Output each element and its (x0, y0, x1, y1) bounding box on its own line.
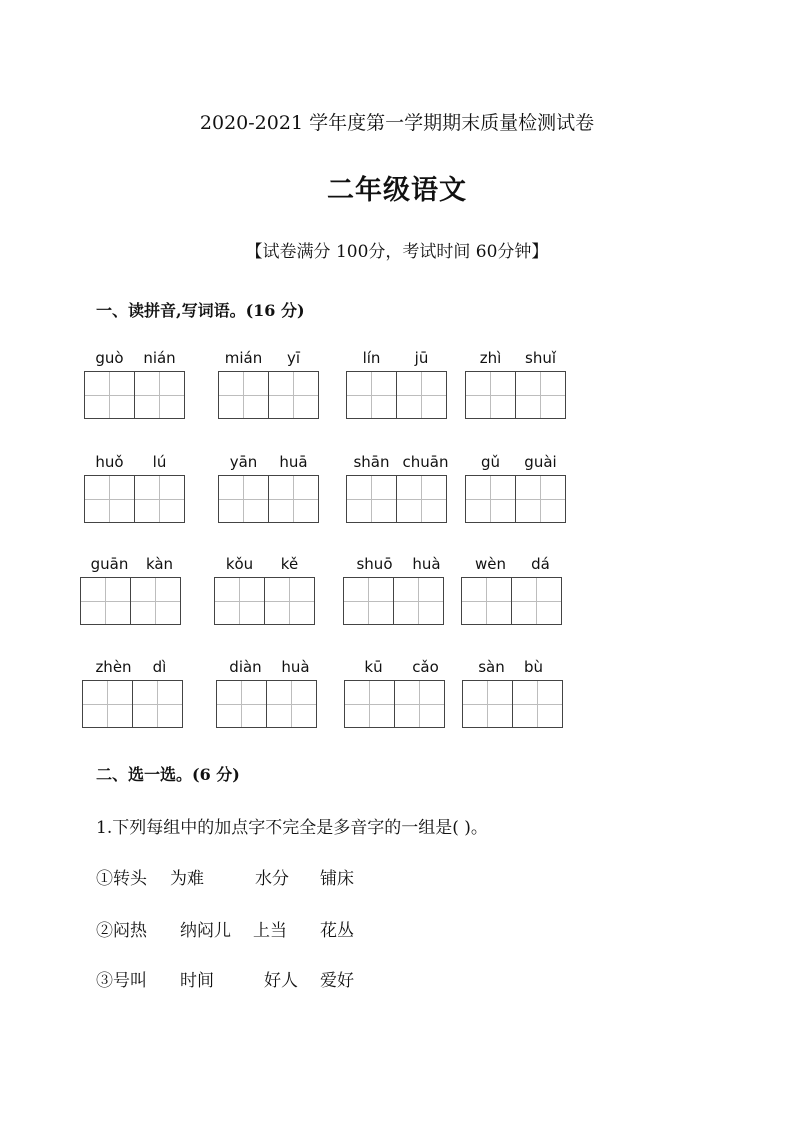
writing-cell[interactable] (462, 680, 513, 728)
writing-cell[interactable] (216, 680, 267, 728)
section-1-heading: 一、读拼音,写词语。(16 分) (96, 301, 305, 320)
option-word: 花丛 (320, 921, 354, 941)
pinyin-label: shuǐ (525, 349, 556, 367)
pinyin-label: lín (362, 349, 381, 367)
writing-cell[interactable] (134, 371, 185, 419)
pinyin-label: shān (353, 453, 390, 471)
exam-info: 【试卷满分 100分，考试时间 60分钟】 (245, 242, 549, 262)
pinyin-label: zhèn (95, 658, 132, 676)
option-word: 好人 (264, 971, 298, 991)
writing-cell[interactable] (465, 371, 516, 419)
option-word: 爱好 (320, 971, 354, 991)
option-word: 铺床 (320, 869, 354, 889)
pinyin-label: yān (229, 453, 258, 471)
option-word: 为难 (170, 869, 204, 889)
writing-cell[interactable] (130, 577, 181, 625)
pinyin-label: diàn (229, 658, 262, 676)
writing-cell[interactable] (465, 475, 516, 523)
writing-cell[interactable] (396, 371, 447, 419)
pinyin-label: huà (412, 555, 441, 573)
pinyin-label: bù (523, 658, 544, 676)
pinyin-label: mián (224, 349, 263, 367)
option-word: 时间 (180, 971, 214, 991)
writing-cell[interactable] (344, 680, 395, 728)
writing-cell[interactable] (393, 577, 444, 625)
writing-cell[interactable] (214, 577, 265, 625)
writing-cell[interactable] (394, 680, 445, 728)
writing-cell[interactable] (268, 475, 319, 523)
pinyin-label: chuān (402, 453, 449, 471)
option-word: 纳闷儿 (180, 921, 231, 941)
section-2-heading: 二、选一选。(6 分) (96, 765, 240, 784)
pinyin-label: guān (90, 555, 129, 573)
writing-cell[interactable] (396, 475, 447, 523)
exam-title: 2020-2021 学年度第一学期期末质量检测试卷 (199, 112, 595, 134)
pinyin-label: guò (95, 349, 124, 367)
pinyin-label: dì (152, 658, 167, 676)
writing-cell[interactable] (461, 577, 512, 625)
pinyin-label: shuō (356, 555, 393, 573)
writing-cell[interactable] (512, 680, 563, 728)
writing-cell[interactable] (218, 371, 269, 419)
pinyin-label: jū (414, 349, 429, 367)
writing-cell[interactable] (343, 577, 394, 625)
writing-cell[interactable] (346, 371, 397, 419)
pinyin-label: guài (524, 453, 557, 471)
writing-cell[interactable] (264, 577, 315, 625)
writing-cell[interactable] (80, 577, 131, 625)
pinyin-label: huǒ (95, 453, 124, 471)
option-word: ②闷热 (96, 921, 147, 941)
writing-cell[interactable] (268, 371, 319, 419)
question-1: 1.下列每组中的加点字不完全是多音字的一组是( )。 (96, 818, 488, 838)
pinyin-label: wèn (474, 555, 506, 573)
pinyin-label: sàn (478, 658, 505, 676)
writing-cell[interactable] (515, 371, 566, 419)
pinyin-label: zhì (479, 349, 502, 367)
writing-cell[interactable] (511, 577, 562, 625)
subject-title: 二年级语文 (327, 175, 467, 206)
pinyin-label: kě (280, 555, 299, 573)
pinyin-label: dá (531, 555, 550, 573)
writing-cell[interactable] (346, 475, 397, 523)
option-word: ③号叫 (96, 971, 147, 991)
pinyin-label: kū (364, 658, 383, 676)
option-word: 水分 (255, 869, 289, 889)
writing-cell[interactable] (515, 475, 566, 523)
writing-cell[interactable] (82, 680, 133, 728)
pinyin-label: kǒu (225, 555, 254, 573)
writing-cell[interactable] (134, 475, 185, 523)
option-word: ①转头 (96, 869, 147, 889)
pinyin-label: nián (143, 349, 176, 367)
writing-cell[interactable] (218, 475, 269, 523)
pinyin-label: huà (281, 658, 310, 676)
pinyin-label: kàn (145, 555, 174, 573)
writing-cell[interactable] (84, 475, 135, 523)
pinyin-label: lú (152, 453, 167, 471)
pinyin-label: yī (286, 349, 301, 367)
writing-cell[interactable] (132, 680, 183, 728)
pinyin-label: huā (279, 453, 308, 471)
writing-cell[interactable] (84, 371, 135, 419)
pinyin-label: cǎo (412, 658, 439, 676)
option-word: 上当 (253, 921, 287, 941)
pinyin-label: gǔ (480, 453, 501, 471)
writing-cell[interactable] (266, 680, 317, 728)
